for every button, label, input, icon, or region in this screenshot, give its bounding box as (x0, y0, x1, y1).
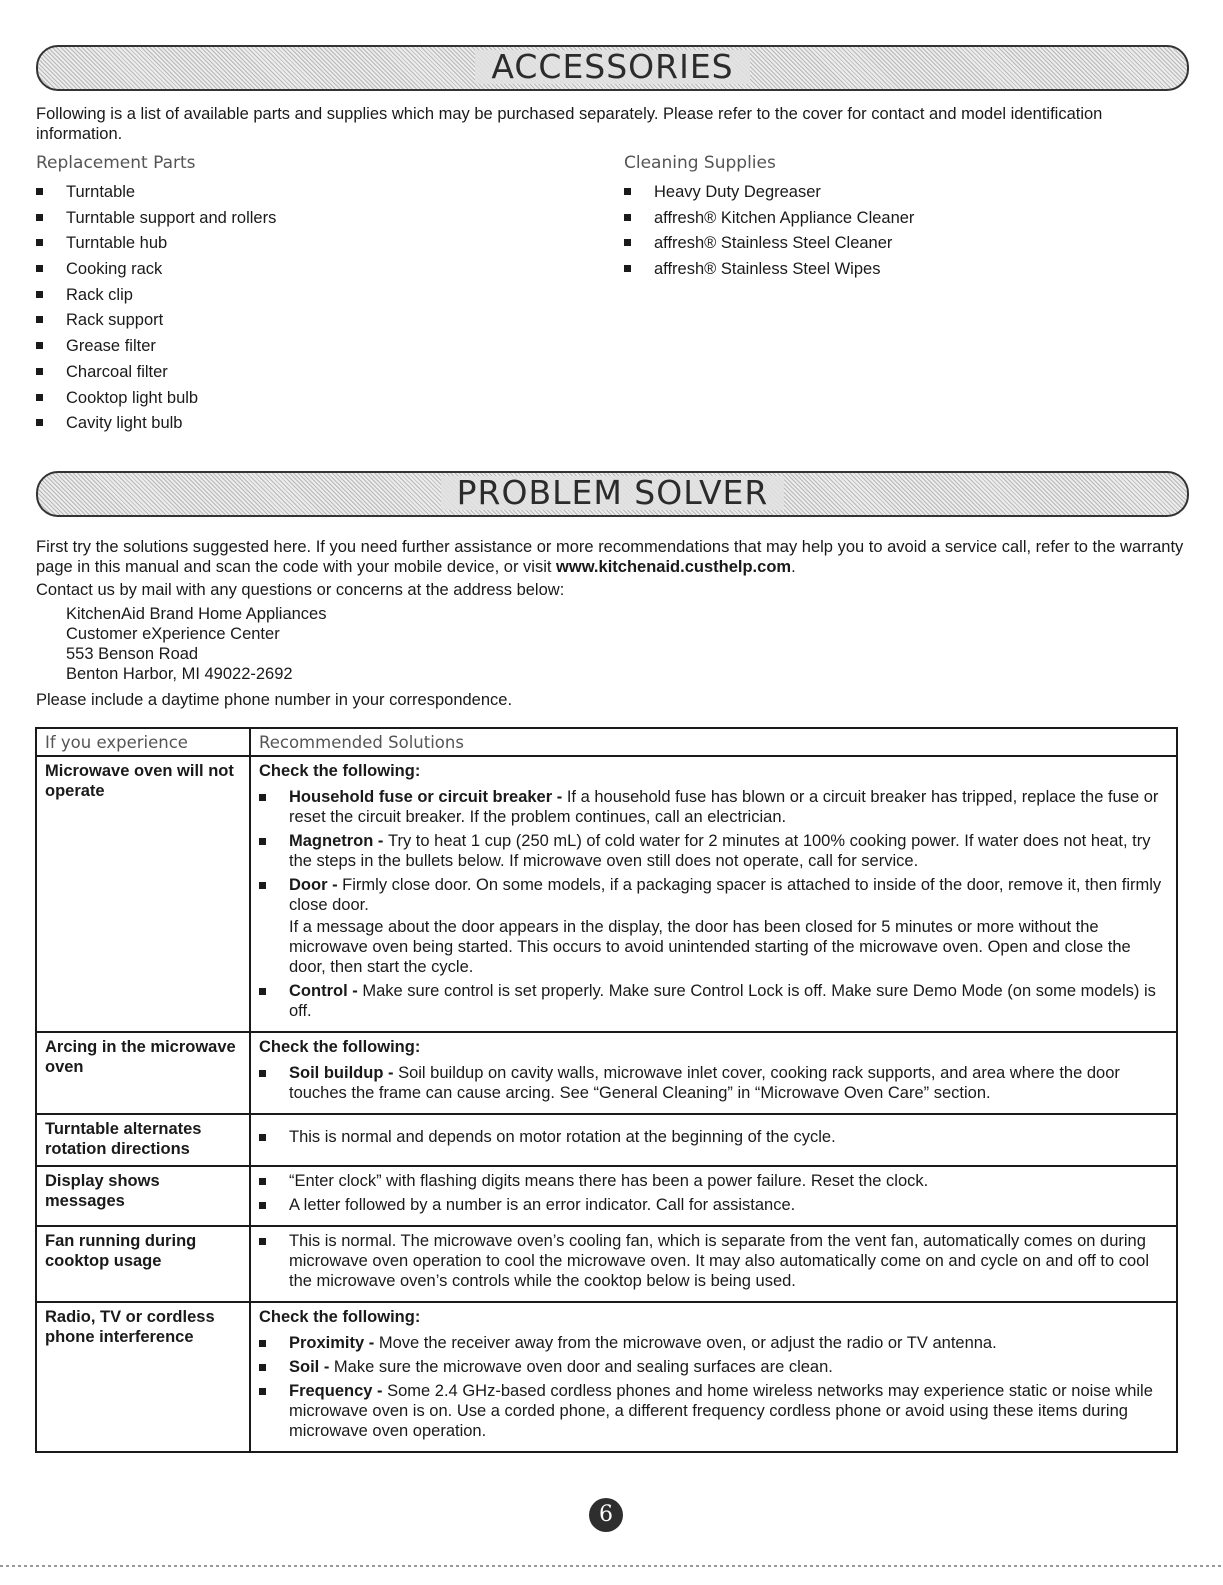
problem-cell: Fan running during cooktop usage (36, 1226, 250, 1302)
solution-cell (250, 1302, 1177, 1452)
phone-note: Please include a daytime phone number in your correspondence. (36, 691, 513, 709)
solution-item: This is normal. The microwave oven’s cooling fan, which is separate from the vent fan, automatically comes on during microwave oven operation to cool the microwave oven. It may also automatically come on and cycle on and off to cool the microwave oven’s controls while the cooktop below is being used. (259, 1231, 1168, 1291)
problem-solver-banner (36, 471, 1189, 517)
mailing-address: KitchenAid Brand Home Appliances Customer eXperience Center 553 Benson Road Benton Harbor, MI 49022-2692 (66, 605, 327, 683)
contact-text: Contact us by mail with any questions or concerns at the address below: (36, 581, 565, 599)
list-item: Turntable (36, 181, 276, 207)
problem-solver-table (35, 727, 1178, 1453)
list-item: Grease filter (36, 335, 276, 361)
list-item: Rack support (36, 309, 276, 335)
table-row (36, 756, 1177, 1032)
accessories-banner (36, 45, 1189, 91)
solution-cell (250, 1166, 1177, 1226)
solution-cell (250, 1032, 1177, 1114)
solution-cell (250, 1226, 1177, 1302)
problem-cell: Arcing in the microwave oven (36, 1032, 250, 1114)
list-item: Turntable hub (36, 232, 276, 258)
accessories-intro: Following is a list of available parts and supplies which may be purchased separately. Please refer to the cover for contact and model identification information. (36, 105, 1103, 143)
solution-cell (250, 1114, 1177, 1166)
table-row (36, 1226, 1177, 1302)
list-item: Heavy Duty Degreaser (624, 181, 914, 207)
list-item: affresh® Stainless Steel Wipes (624, 258, 914, 284)
check-label: Check the following: (259, 1308, 421, 1326)
table-row (36, 1302, 1177, 1452)
solution-item: Soil buildup - Soil buildup on cavity walls, microwave inlet cover, cooking rack supports, and area where the door touches the frame can cause arcing. See “General Cleaning” in “Microwave Oven Care” section. (259, 1063, 1168, 1103)
solution-item: “Enter clock” with flashing digits means there has been a power failure. Reset the clock. (259, 1171, 1168, 1191)
problem-solver-title: PROBLEM SOLVER (441, 476, 785, 510)
list-item: affresh® Kitchen Appliance Cleaner (624, 207, 914, 233)
list-item: Cooktop light bulb (36, 387, 276, 413)
solution-cell (250, 756, 1177, 1032)
accessories-title: ACCESSORIES (475, 50, 749, 84)
problem-cell: Microwave oven will not operate (36, 756, 250, 1032)
replacement-parts-heading: Replacement Parts (36, 153, 196, 173)
solution-item: This is normal and depends on motor rotation at the beginning of the cycle. (259, 1127, 1168, 1147)
solution-item: Door - Firmly close door. On some models, if a packaging spacer is attached to inside of the door, remove it, then firmly close door. If a message about the door appears in the display, the door has been closed for 5 minutes or more without the microwave oven being started. This occurs to avoid unintended starting of the microwave oven. Open and close the door, then start the cycle. (259, 875, 1168, 977)
replacement-parts-list (36, 181, 276, 438)
solution-item: A letter followed by a number is an error indicator. Call for assistance. (259, 1195, 1168, 1215)
solution-item: Household fuse or circuit breaker - If a household fuse has blown or a circuit breaker has tripped, replace the fuse or reset the circuit breaker. If the problem continues, call an electrician. (259, 787, 1168, 827)
solution-item: Frequency - Some 2.4 GHz-based cordless phones and home wireless networks may experience static or noise while microwave oven is on. Use a corded phone, a different frequency cordless phone or avoid using these items during microwave oven operation. (259, 1381, 1168, 1441)
support-link[interactable]: www.kitchenaid.custhelp.com (556, 558, 792, 576)
solution-item: Magnetron - Try to heat 1 cup (250 mL) of cold water for 2 minutes at 100% cooking power. If water does not heat, try the steps in the bullets below. If microwave oven still does not operate, call for service. (259, 831, 1168, 871)
table-row (36, 1114, 1177, 1166)
page-number: 6 (589, 1498, 623, 1532)
problem-cell: Display shows messages (36, 1166, 250, 1226)
table-header-row (36, 728, 1177, 756)
solution-item: Control - Make sure control is set properly. Make sure Control Lock is off. Make sure Demo Mode (on some models) is off. (259, 981, 1168, 1021)
list-item: Rack clip (36, 284, 276, 310)
table-row (36, 1166, 1177, 1226)
check-label: Check the following: (259, 762, 421, 780)
cleaning-supplies-heading: Cleaning Supplies (624, 153, 776, 173)
solution-item: Proximity - Move the receiver away from the microwave oven, or adjust the radio or TV antenna. (259, 1333, 1168, 1353)
solution-item: Soil - Make sure the microwave oven door and sealing surfaces are clean. (259, 1357, 1168, 1377)
list-item: Turntable support and rollers (36, 207, 276, 233)
list-item: Charcoal filter (36, 361, 276, 387)
column-header-solutions: Recommended Solutions (250, 728, 1177, 756)
problem-cell: Radio, TV or cordless phone interference (36, 1302, 250, 1452)
problem-solver-intro: First try the solutions suggested here. If you need further assistance or more recommendations that may help you to avoid a service call, refer to the warranty page in this manual and scan the code with your mobile device, or visit www.kitchenaid.custhelp.com. (36, 538, 1184, 576)
list-item: Cooking rack (36, 258, 276, 284)
problem-cell: Turntable alternates rotation directions (36, 1114, 250, 1166)
list-item: Cavity light bulb (36, 412, 276, 438)
column-header-experience: If you experience (36, 728, 250, 756)
footer-rule (0, 1565, 1223, 1567)
check-label: Check the following: (259, 1038, 421, 1056)
table-row (36, 1032, 1177, 1114)
list-item: affresh® Stainless Steel Cleaner (624, 232, 914, 258)
cleaning-supplies-list (624, 181, 914, 284)
